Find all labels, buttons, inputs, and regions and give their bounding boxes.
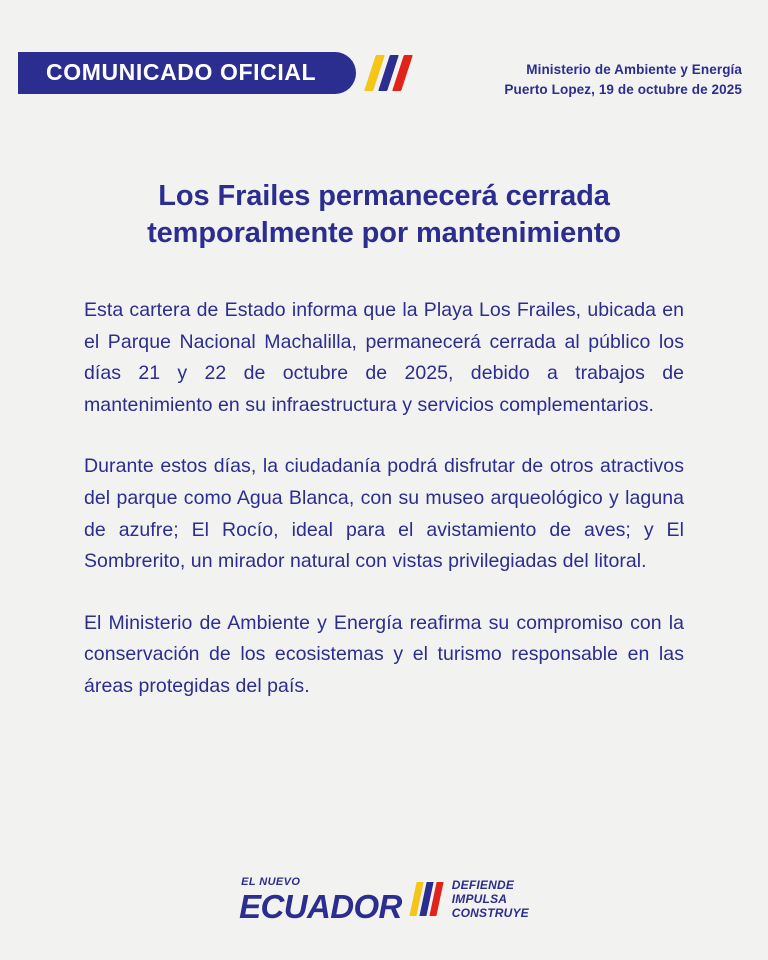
ecuador-logo <box>239 875 529 925</box>
logo-left-block <box>239 875 402 925</box>
ministry-info <box>504 60 742 101</box>
document-header <box>0 52 768 112</box>
logo-word-defiende: DEFIENDE <box>451 878 515 893</box>
logo-word-construye: CONSTRUYE <box>451 906 529 921</box>
paragraph-1: Esta cartera de Estado informa que la Playa Los Frailes, ubicada en el Parque Nacional Machalilla, permanecerá cerrada al público los días 21 y 22 de octubre de 2025, debido a trabajos de mantenimiento en su infraestructura y servicios complementarios. <box>84 299 684 416</box>
banner-label: COMUNICADO OFICIAL <box>18 52 356 94</box>
page-title: Los Frailes permanecerá cerrada temporalmente por mantenimiento <box>147 180 621 249</box>
paragraph-3: El Ministerio de Ambiente y Energía reafirma su compromiso con la conservación de los ecosistemas y el turismo responsable en las áreas protegidas del país. <box>84 611 684 697</box>
document-body <box>0 178 768 702</box>
flag-stripes-icon <box>364 55 418 91</box>
logo-tagline: EL NUEVO <box>241 875 301 888</box>
logo-wordmark: ECUADOR <box>239 887 402 925</box>
logo-flag-icon <box>409 882 446 916</box>
logo-right-block <box>452 878 529 920</box>
ministry-name: Ministerio de Ambiente y Energía <box>526 62 742 77</box>
logo-word-impulsa: IMPULSA <box>451 892 508 907</box>
official-communique-banner <box>18 52 412 94</box>
ministry-place-date: Puerto Lopez, 19 de octubre de 2025 <box>504 82 742 98</box>
document-footer <box>0 875 768 925</box>
paragraph-2: Durante estos días, la ciudadanía podrá disfrutar de otros atractivos del parque como Agua Blanca, con su museo arqueológico y laguna de azufre; El Rocío, ideal para el avistamiento de aves; y El Sombrerito, un mirador natural con vistas privilegiadas del litoral. <box>84 455 684 573</box>
